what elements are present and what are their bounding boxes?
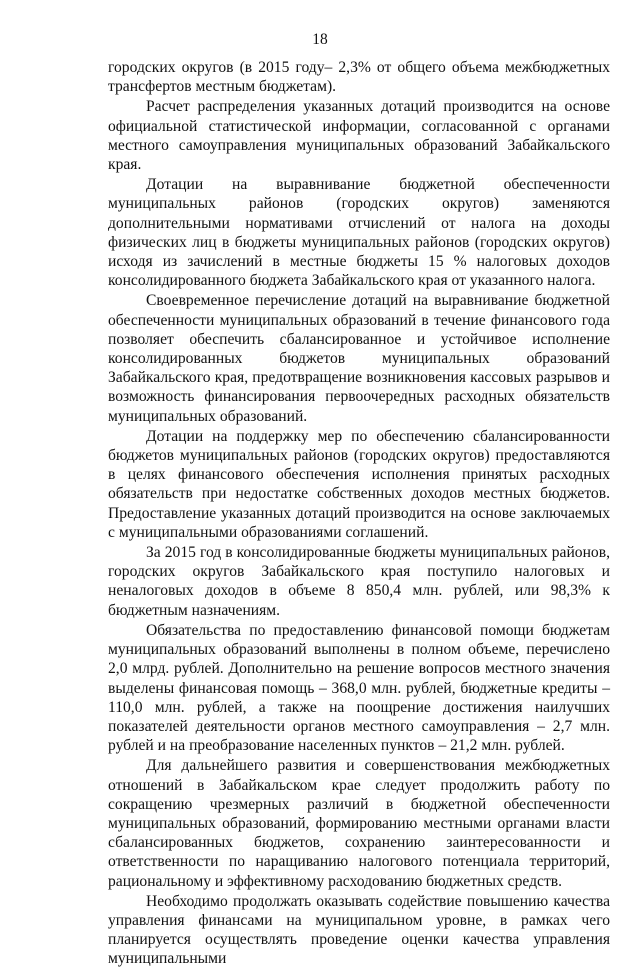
paragraph: За 2015 год в консолидированные бюджеты муниципальных районов, городских округов Забайкальского края поступило налоговых и неналоговых доходов в объеме 8 850,4 млн. рублей, или 98,3% к бюджетным назначениям. bbox=[108, 544, 610, 619]
paragraph-truncated: Необходимо продолжать оказывать содействие повышению качества управления финансами на муниципальном уровне, в рамках чего планируется осуществлять проведение оценки качества управления муниципальными bbox=[108, 892, 610, 968]
paragraph: Расчет распределения указанных дотаций производится на основе официальной статистической информации, согласованной с органами местного самоуправления муниципальных образований Забайкальского края. bbox=[108, 98, 610, 174]
paragraph: Обязательства по предоставлению финансовой помощи бюджетам муниципальных образований выполнены в полном объеме, перечислено 2,0 млрд. рублей. Дополнительно на решение вопросов местного значения выделены финансовая помощь – 368,0 млн. рублей, бюджетные кредиты – 110,0 млн. рублей, а также на поощрение достижения наилучших показателей деятельности органов местного самоуправления – 2,7 млн. рублей и на преобразование населенных пунктов – 21,2 млн. рублей. bbox=[108, 621, 610, 755]
paragraph: Своевременное перечисление дотаций на выравнивание бюджетной обеспеченности муниципальных образований в течение финансового года позволяет обеспечить сбалансированное и устойчивое исполнение консолидированных бюджетов муниципальных образований Забайкальского края, предотвращение возникновения кассовых разрывов и возможность финансирования первоочередных расходных обязательств муниципальных образований. bbox=[108, 292, 610, 425]
paragraph: Дотации на выравнивание бюджетной обеспеченности муниципальных районов (городских округов) заменяются дополнительными нормативами отчислений от налога на доходы физических лиц в бюджеты муниципальных районов (городских округов) исходя из зачислений в местные бюджеты 15 % налоговых доходов консолидированного бюджета Забайкальского края от указанного налога. bbox=[108, 176, 610, 290]
paragraph-continuation: городских округов (в 2015 году– 2,3% от общего объема межбюджетных трансфертов местным бюджетам). bbox=[108, 59, 610, 96]
paragraph: Дотации на поддержку мер по обеспечению сбалансированности бюджетов муниципальных районов (городских округов) предоставляются в целях финансового обеспечения исполнения принятых расходных обязательств при недостатке собственных доходов местных бюджетов. Предоставление указанных дотаций производится на основе заключаемых с муниципальными образованиями соглашений. bbox=[108, 427, 610, 541]
document-body bbox=[108, 58, 610, 970]
page-number: 18 bbox=[312, 31, 328, 48]
paragraph: Для дальнейшего развития и совершенствования межбюджетных отношений в Забайкальском крае следует продолжить работу по сокращению чрезмерных различий в бюджетной обеспеченности муниципальных образований, формированию местными органами власти сбалансированных бюджетов, сохранению заинтересованности и ответственности по наращиванию налогового потенциала территорий, рациональному и эффективному расходованию бюджетных средств. bbox=[108, 757, 610, 890]
